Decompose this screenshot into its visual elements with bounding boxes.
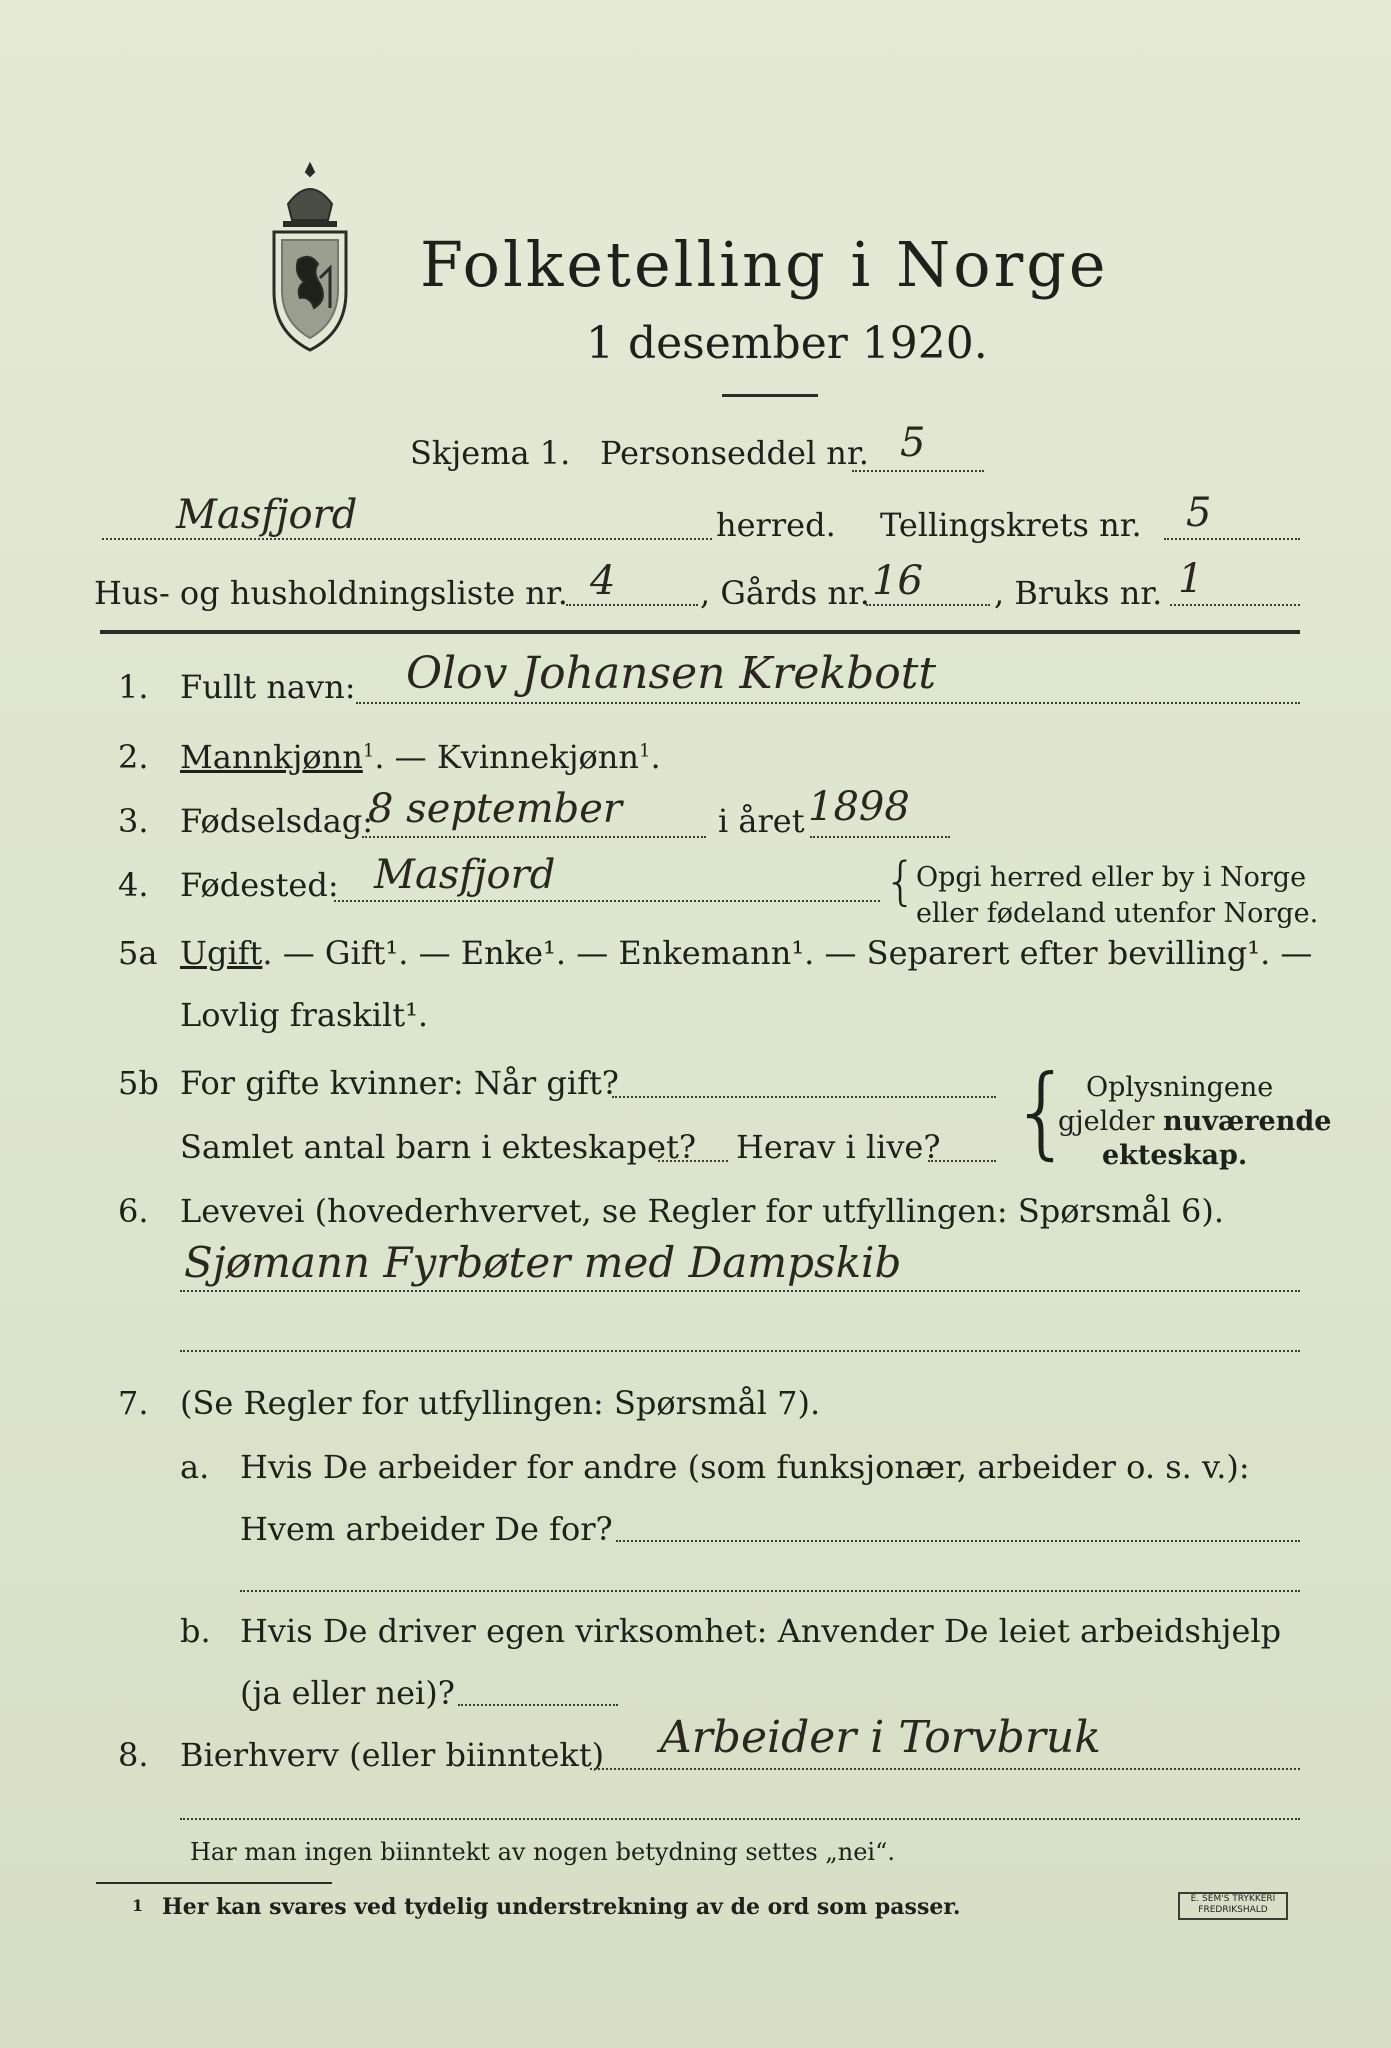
q7-number: 7.	[118, 1384, 149, 1422]
skjema-label: Skjema 1.	[410, 434, 571, 472]
q2-number: 2.	[118, 738, 149, 776]
q5b-label-2: Samlet antal barn i ekteskapet?	[180, 1128, 697, 1166]
q5b-line-3	[928, 1160, 996, 1162]
personseddel-label: Personseddel nr.	[600, 434, 869, 472]
q7a-line-2	[240, 1590, 1300, 1592]
header-rule	[100, 630, 1300, 634]
q3-line	[362, 836, 706, 838]
q2-options	[180, 738, 661, 776]
q7a-label: Hvis De arbeider for andre (som funksjonær, arbeider o. s. v.):	[240, 1448, 1250, 1486]
q8-line-2	[180, 1818, 1300, 1820]
birthday-value[interactable]: 8 september	[368, 786, 623, 832]
hus-line	[566, 604, 698, 606]
q7b-line	[458, 1704, 618, 1706]
tellingskrets-label: Tellingskrets nr.	[880, 506, 1142, 544]
title-divider	[722, 394, 818, 397]
bruks-line	[1170, 604, 1300, 606]
q5b-note-2b: nuværende	[1163, 1106, 1332, 1137]
herred-line	[102, 538, 712, 540]
q5b-note-3: ekteskap.	[1102, 1140, 1248, 1171]
year-label: i året	[718, 802, 805, 840]
q4-note-2: eller fødeland utenfor Norge.	[916, 898, 1319, 929]
q2-footnote-mark-2: 1	[639, 740, 651, 762]
q5a-options	[180, 934, 1312, 972]
q6-label: Levevei (hovederhvervet, se Regler for utfyllingen: Spørsmål 6).	[180, 1192, 1225, 1230]
q1-line	[356, 702, 1300, 704]
printer-stamp: E. SEM'S TRYKKERI FREDRIKSHALD	[1178, 1892, 1288, 1920]
q8-number: 8.	[118, 1736, 149, 1774]
norway-coat-of-arms-icon	[262, 160, 358, 356]
q5b-note-2a: gjelder	[1058, 1106, 1164, 1137]
q2-footnote-mark: 1	[362, 740, 375, 762]
q5a-number: 5a	[118, 934, 158, 972]
q4-number: 4.	[118, 866, 149, 904]
q4-brace: {	[884, 852, 918, 912]
q7b-number: b.	[180, 1612, 211, 1650]
q4-label: Fødested:	[180, 866, 339, 904]
census-date: 1 desember 1920.	[586, 318, 988, 369]
q4-line	[334, 900, 880, 902]
tellingskrets-line	[1164, 538, 1300, 540]
q5b-label-1: For gifte kvinner: Når gift?	[180, 1064, 619, 1102]
birthplace-value[interactable]: Masfjord	[374, 852, 556, 898]
personseddel-line	[852, 470, 984, 472]
q5b-line-1	[612, 1096, 996, 1098]
q3-number: 3.	[118, 802, 149, 840]
q6-line-1	[180, 1290, 1300, 1292]
bruks-label: , Bruks nr.	[994, 574, 1163, 612]
occupation-value[interactable]: Sjømann Fyrbøter med Dampskib	[184, 1238, 902, 1287]
q7a-label-2: Hvem arbeider De for?	[240, 1510, 613, 1548]
herred-label: herred.	[716, 506, 836, 544]
full-name-value[interactable]: Olov Johansen Krekbott	[406, 648, 937, 699]
q7b-label: Hvis De driver egen virksomhet: Anvender De leiet arbeidshjelp	[240, 1612, 1282, 1650]
hus-label: Hus- og husholdningsliste nr.	[94, 574, 568, 612]
q5b-label-3: Herav i live?	[736, 1128, 941, 1166]
footnote-number: 1	[132, 1896, 144, 1915]
q7a-number: a.	[180, 1448, 210, 1486]
tellingskrets-value[interactable]: 5	[1186, 490, 1212, 536]
q6-line-2	[180, 1350, 1300, 1352]
q5b-note-2	[1058, 1106, 1331, 1137]
q5b-note-1: Oplysningene	[1086, 1072, 1274, 1103]
q5b-line-2	[658, 1160, 728, 1162]
q1-label: Fullt navn:	[180, 668, 356, 706]
birth-year-value[interactable]: 1898	[808, 784, 910, 830]
gards-value[interactable]: 16	[872, 558, 923, 604]
marital-ugift-option[interactable]: Ugift	[180, 934, 263, 972]
footnote-text: Her kan svares ved tydelig understrekning av de ord som passer.	[162, 1894, 961, 1920]
q7a-line-1	[616, 1540, 1300, 1542]
footer-note: Har man ingen biinntekt av nogen betydning settes „nei“.	[190, 1838, 895, 1866]
q3-label: Fødselsdag:	[180, 802, 374, 840]
q2-separator: . —	[374, 738, 437, 776]
side-income-value[interactable]: Arbeider i Torvbruk	[660, 1712, 1101, 1763]
gards-line	[866, 604, 990, 606]
gender-female-option[interactable]: Kvinnekjønn	[436, 738, 639, 776]
q2-end: .	[650, 738, 661, 776]
marital-other-options[interactable]: . — Gift¹. — Enke¹. — Enkemann¹. — Separert efter bevilling¹. —	[262, 934, 1313, 972]
gards-label: , Gårds nr.	[700, 574, 870, 612]
hus-value[interactable]: 4	[590, 558, 616, 604]
q8-label: Bierhverv (eller biinntekt)	[180, 1736, 605, 1774]
q4-note-1: Opgi herred eller by i Norge	[916, 862, 1307, 893]
q6-number: 6.	[118, 1192, 149, 1230]
q5b-brace: {	[1010, 1053, 1074, 1170]
q5b-number: 5b	[118, 1064, 159, 1102]
form-title: Folketelling i Norge	[420, 228, 1109, 301]
herred-value[interactable]: Masfjord	[176, 492, 358, 538]
q1-number: 1.	[118, 668, 149, 706]
year-line	[810, 836, 950, 838]
q7b-label-2: (ja eller nei)?	[240, 1674, 455, 1712]
marital-fraskilt-option[interactable]: Lovlig fraskilt¹.	[180, 996, 429, 1034]
gender-male-option[interactable]: Mannkjønn	[180, 738, 363, 776]
q7-label: (Se Regler for utfyllingen: Spørsmål 7).	[180, 1384, 821, 1422]
personseddel-value[interactable]: 5	[900, 420, 926, 466]
footnote-divider	[96, 1882, 332, 1884]
bruks-value[interactable]: 1	[1178, 556, 1204, 602]
q8-line	[590, 1768, 1300, 1770]
